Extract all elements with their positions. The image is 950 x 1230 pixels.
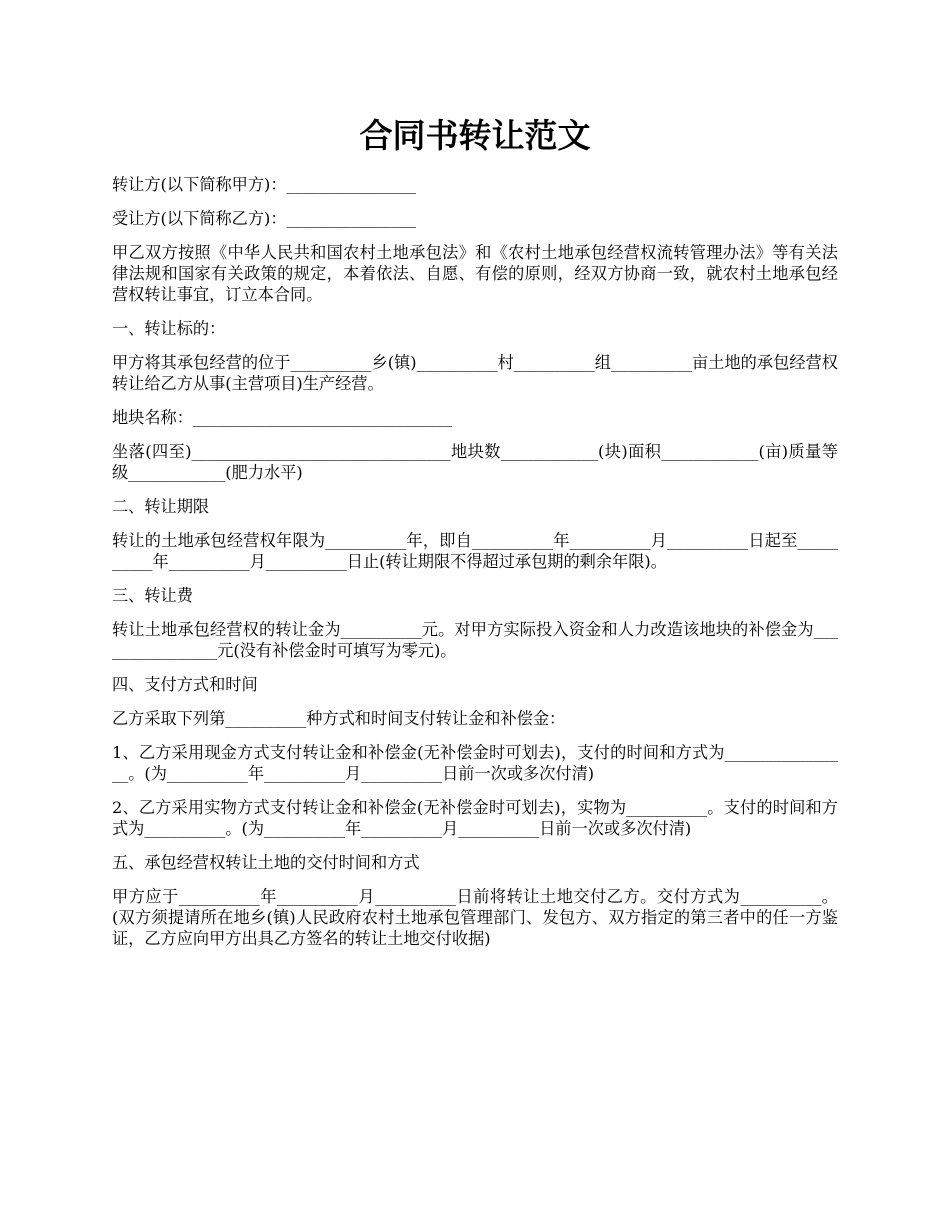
party-a-line: 转让方(以下简称甲方)：________________ <box>112 175 417 194</box>
delivery-paragraph: 甲方应于__________年__________月__________日前将转让土地交付乙方。交付方式为__________。(双方须提请所在地乡(镇)人民政府农村土地承包管理部门、发包方、双方指定的第三者中的任一方鉴证，乙方应向甲方出具乙方签名的转让土地交付收据) <box>112 887 838 948</box>
preamble-paragraph: 甲乙双方按照《中华人民共和国农村土地承包法》和《农村土地承包经营权流转管理办法》等有关法律法规和国家有关政策的规定，本着依法、自愿、有偿的原则，经双方协商一致，就农村土地承包经营权转让事宜，订立本合同。 <box>112 243 838 304</box>
plot-name-line: 地块名称：________________________________ <box>112 408 452 427</box>
payment-option-2: 2、乙方采用实物方式支付转让金和补偿金(无补偿金时可划去)，实物为__________。支付的时间和方式为__________。(为__________年__________月__________日前一次或多次付清) <box>112 798 838 838</box>
document-title: 合同书转让范文 <box>359 116 591 155</box>
section-heading-4: 四、支付方式和时间 <box>112 675 258 694</box>
transfer-fee-paragraph: 转让土地承包经营权的转让金为__________元。对甲方实际投入资金和人力改造该地块的补偿金为________________元(没有补偿金时可填写为零元)。 <box>112 620 838 660</box>
plot-details-paragraph: 坐落(四至)________________________________地块数____________(块)面积____________(亩)质量等级____________(肥力水平) <box>112 442 838 482</box>
payment-option-1: 1、乙方采用现金方式支付转让金和补偿金(无补偿金时可划去)，支付的时间和方式为________________。(为__________年__________月__________日前一次或多次付清) <box>112 743 838 783</box>
land-location-paragraph: 甲方将其承包经营的位于__________乡(镇)__________村__________组__________亩土地的承包经营权转让给乙方从事(主营项目)生产经营。 <box>112 353 838 393</box>
party-b-line: 受让方(以下简称乙方)：________________ <box>112 209 417 228</box>
section-heading-1: 一、转让标的： <box>112 319 226 338</box>
section-heading-2: 二、转让期限 <box>112 497 210 516</box>
section-heading-5: 五、承包经营权转让土地的交付时间和方式 <box>112 853 420 872</box>
transfer-period-paragraph: 转让的土地承包经营权年限为__________年，即自__________年__________月__________日起至__________年__________月__________日止(转让期限不得超过承包期的剩余年限)。 <box>112 531 838 571</box>
payment-method-paragraph: 乙方采取下列第__________种方式和时间支付转让金和补偿金： <box>112 709 566 728</box>
section-heading-3: 三、转让费 <box>112 586 193 605</box>
